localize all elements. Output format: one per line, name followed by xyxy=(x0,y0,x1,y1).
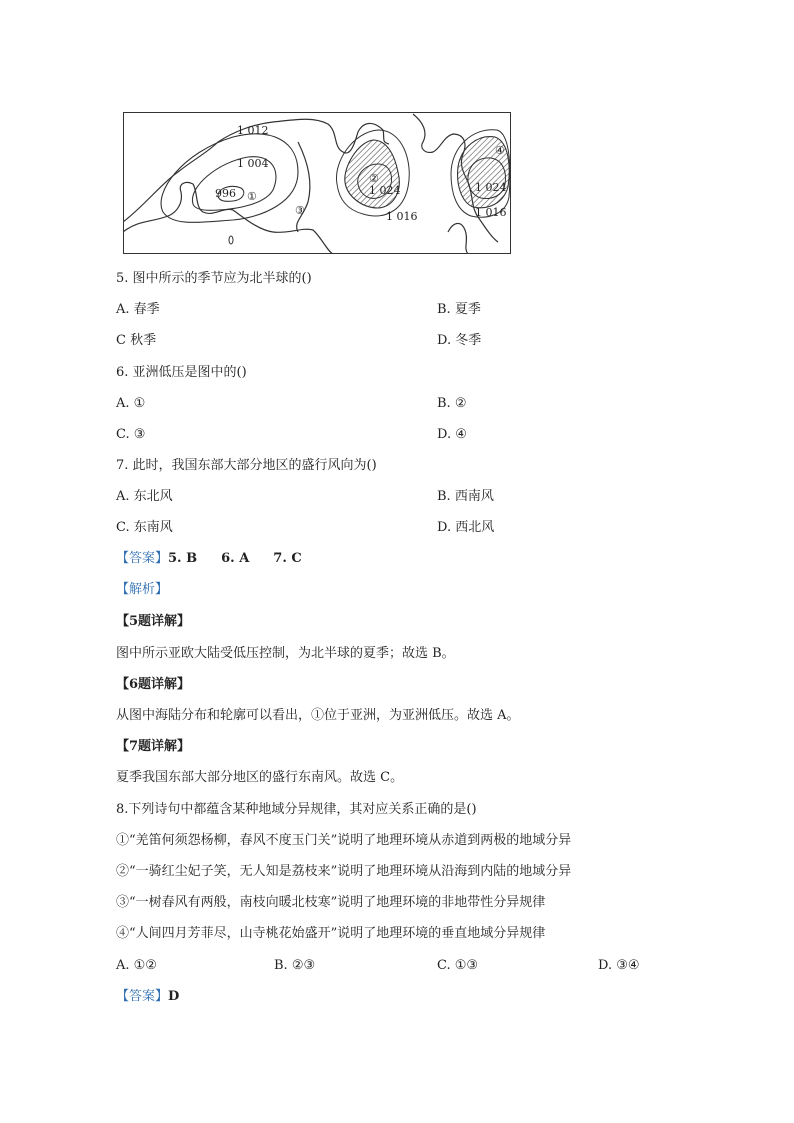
detail-5-head: 【5题详解】 xyxy=(116,614,191,629)
q6-stem: 6. 亚洲低压是图中的() xyxy=(116,365,247,380)
answer2-tag: 【答案】 xyxy=(116,989,169,1004)
detail-6-head: 【6题详解】 xyxy=(116,677,191,692)
q6-option-c: C. ③ xyxy=(116,427,146,442)
q8-stem: 8.下列诗句中都蕴含某种地域分异规律，其对应关系正确的是() xyxy=(116,802,477,817)
answer-6: 6. A xyxy=(221,551,250,566)
q8-option-c: C. ①③ xyxy=(437,958,479,973)
label-1004: 1 004 xyxy=(237,157,269,170)
q8-item-2: ②“一骑红尘妃子笑，无人知是荔枝来”说明了地理环境从沿海到内陆的地域分异 xyxy=(116,864,572,879)
isobar-map-svg xyxy=(123,112,511,254)
q5-option-b: B. 夏季 xyxy=(437,302,481,317)
answer2-row xyxy=(116,988,179,1006)
marker-3: ③ xyxy=(295,204,305,217)
q5-stem: 5. 图中所示的季节应为北半球的() xyxy=(116,271,312,286)
q5-option-d: D. 冬季 xyxy=(437,333,482,348)
marker-4: ④ xyxy=(495,144,505,157)
q5-option-a: A. 春季 xyxy=(116,302,160,317)
q7-option-d: D. 西北风 xyxy=(437,520,495,535)
q8-item-4: ④“人间四月芳菲尽，山寺桃花始盛开”说明了地理环境的垂直地域分异规律 xyxy=(116,926,546,941)
answer2-value: D xyxy=(168,989,180,1004)
label-1016-b: 1 016 xyxy=(475,206,507,219)
q7-stem: 7. 此时，我国东部大部分地区的盛行风向为() xyxy=(116,458,377,473)
marker-1: ① xyxy=(247,190,257,203)
marker-2: ② xyxy=(369,172,379,185)
label-996: 996 xyxy=(215,187,236,200)
q6-option-a: A. ① xyxy=(116,396,146,411)
q8-option-d: D. ③④ xyxy=(598,958,640,973)
q8-option-a: A. ①② xyxy=(116,958,157,973)
q8-option-b: B. ②③ xyxy=(274,958,316,973)
analysis-tag: 【解析】 xyxy=(116,582,169,597)
q6-option-d: D. ④ xyxy=(437,427,467,442)
detail-7-head: 【7题详解】 xyxy=(116,739,191,754)
label-1016-a: 1 016 xyxy=(386,210,418,223)
detail-6-text: 从图中海陆分布和轮廓可以看出，①位于亚洲，为亚洲低压。故选 A。 xyxy=(116,708,520,723)
answer-7: 7. C xyxy=(273,551,302,566)
answer-tag: 【答案】 xyxy=(116,551,169,566)
q7-option-b: B. 西南风 xyxy=(437,489,494,504)
label-1012: 1 012 xyxy=(237,124,269,137)
detail-7-text: 夏季我国东部大部分地区的盛行东南风。故选 C。 xyxy=(116,770,404,785)
q7-option-c: C. 东南风 xyxy=(116,520,173,535)
answer-5: 5. B xyxy=(168,551,198,566)
label-1024-b: 1 024 xyxy=(475,181,507,194)
answer-row xyxy=(116,550,302,568)
q8-item-3: ③“一树春风有两般，南枝向暖北枝寒”说明了地理环境的非地带性分异规律 xyxy=(116,895,546,910)
q8-item-1: ①“羌笛何须怨杨柳，春风不度玉门关”说明了地理环境从赤道到两极的地域分异 xyxy=(116,833,572,848)
q7-option-a: A. 东北风 xyxy=(116,489,173,504)
isobar-map xyxy=(123,112,511,254)
detail-5-text: 图中所示亚欧大陆受低压控制，为北半球的夏季；故选 B。 xyxy=(116,646,455,661)
q6-option-b: B. ② xyxy=(437,396,467,411)
q5-option-c: C 秋季 xyxy=(116,333,157,348)
label-1024-a: 1 024 xyxy=(369,184,401,197)
